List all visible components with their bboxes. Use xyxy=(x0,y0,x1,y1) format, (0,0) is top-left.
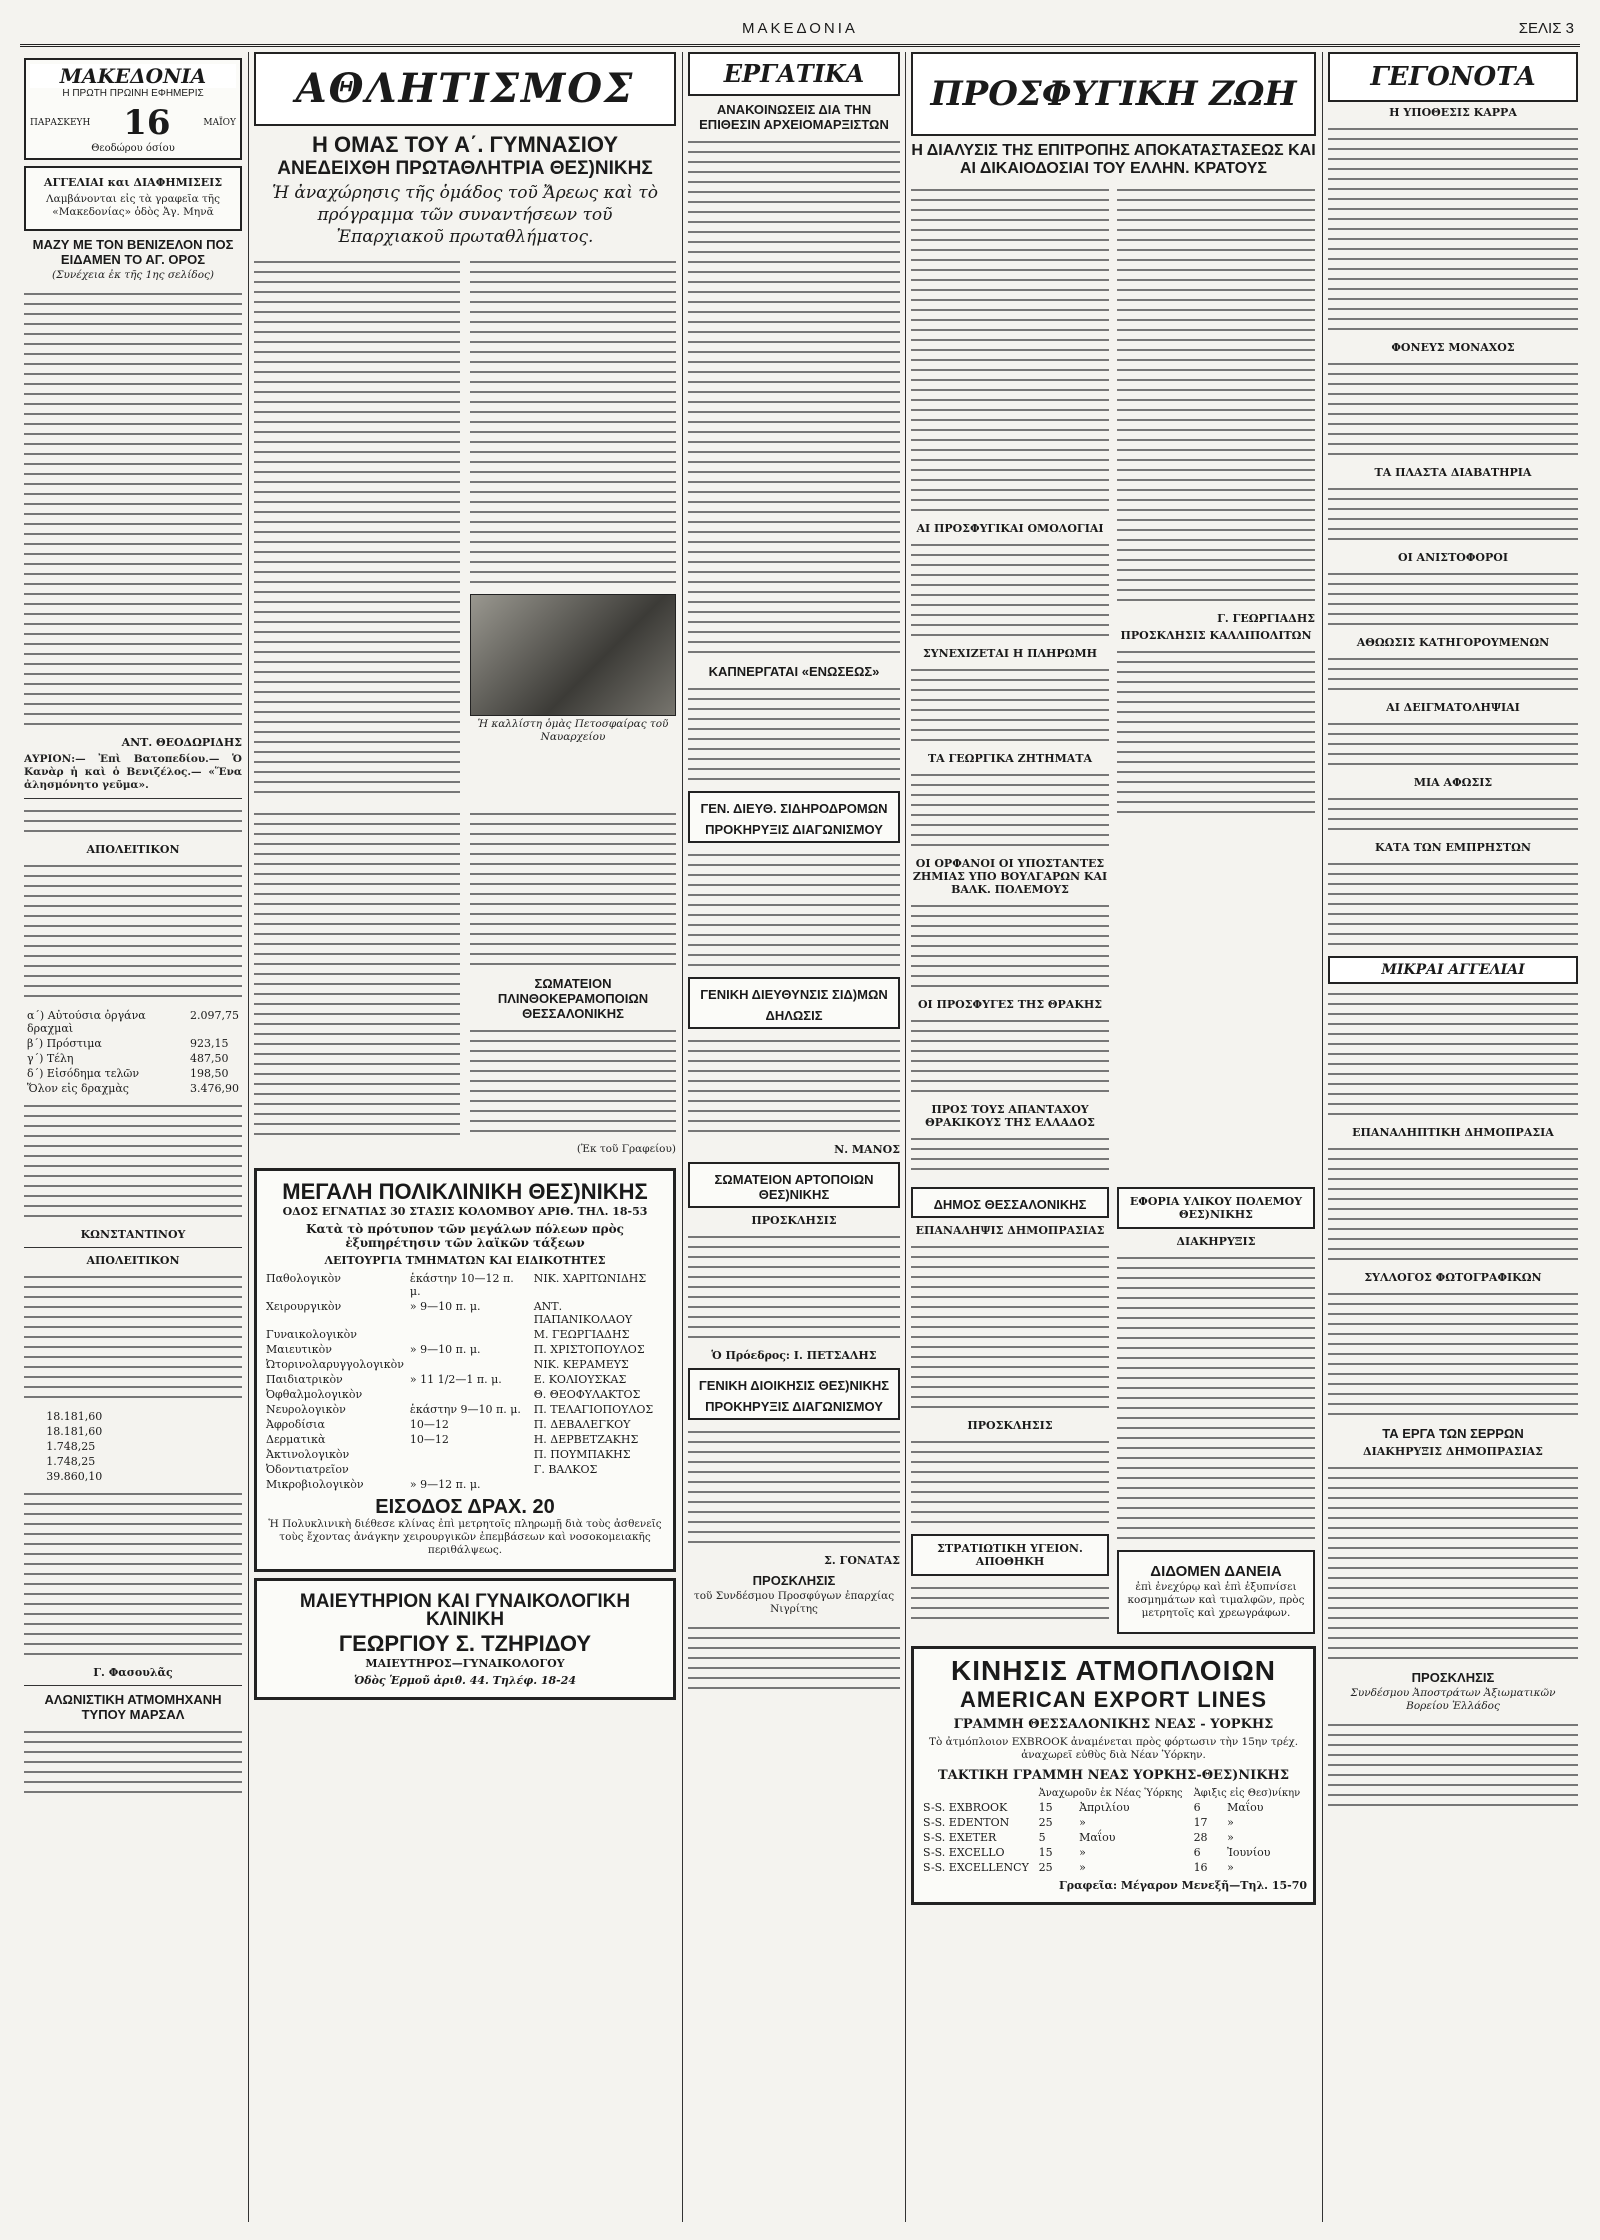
clinic-cell: Παιδιατρικὸν xyxy=(266,1373,343,1386)
apologismos-2-cell xyxy=(24,1439,43,1454)
railway-tender: ΠΡΟΚΗΡΥΞΙΣ ΔΙΑΓΩΝΙΣΜΟΥ xyxy=(705,822,883,837)
sports-body-left xyxy=(254,256,460,796)
clinic-row xyxy=(263,1299,667,1327)
tomorrow-teaser: ΑΥΡΙΟΝ:— Ἐπὶ Βατοπεδίου.— Ὁ Κανὰρ ἡ καὶ ὁ Βενιζέλος.— «Ἕνα ἀλησμόνητο γεῦμα». xyxy=(24,753,242,791)
military-body xyxy=(911,1582,1109,1622)
date-number: 16 xyxy=(123,103,171,143)
clinic-cell: ἑκάστην 9—10 π. μ. xyxy=(409,1403,521,1416)
steamship-headline: ΚΙΝΗΣΙΣ ΑΤΜΟΠΛΟΙΩΝ xyxy=(950,1655,1277,1686)
masthead-title: ΜΑΚΕΔΟΝΙΑ xyxy=(742,20,858,37)
synexisis-body xyxy=(911,664,1109,744)
clinic-cell: Ὀδοντιατρεῖον xyxy=(266,1463,349,1476)
ship-cell: » xyxy=(1227,1861,1234,1874)
clinic-cell: Ἀκτινολογικὸν xyxy=(266,1448,350,1461)
admin-signature: Σ. ΓΟΝΑΤΑΣ xyxy=(824,1554,900,1567)
apologismos-2-cell xyxy=(24,1454,43,1469)
clinic-cell: Ἀφροδίσια xyxy=(266,1418,325,1431)
refugee-body-2 xyxy=(1117,184,1315,604)
apologismos-text-2 xyxy=(24,1100,242,1220)
clinic-subtitle: ΛΕΙΤΟΥΡΓΙΑ ΤΜΗΜΑΤΩΝ ΚΑΙ ΕΙΔΙΚΟΤΗΤΕΣ xyxy=(324,1254,606,1267)
apologismos-1-row xyxy=(24,1008,242,1036)
clinic-cell: Ὀφθαλμολογικὸν xyxy=(266,1388,363,1401)
officers-invitation-body xyxy=(1328,1719,1578,1809)
steamship-schedule xyxy=(920,1787,1307,1875)
clinic-cell xyxy=(407,1327,531,1342)
clinic-address: ΟΔΟΣ ΕΓΝΑΤΙΑΣ 30 ΣΤΑΣΙΣ ΚΟΛΟΜΒΟΥ ΑΡΙΘ. ΤΗΛ. 18-53 xyxy=(282,1205,648,1218)
maternity-doctor: ΓΕΩΡΓΙΟΥ Σ. ΤΖΗΡΙΔΟΥ xyxy=(338,1631,592,1656)
officers-invitation: ΠΡΟΣΚΛΗΣΙΣ xyxy=(1411,1670,1495,1685)
acquittal-body xyxy=(1328,653,1578,693)
apologismos-1-row xyxy=(24,1051,242,1066)
refugee-headline: Η ΔΙΑΛΥΣΙΣ ΤΗΣ ΕΠΙΤΡΟΠΗΣ ΑΠΟΚΑΤΑΣΤΑΣΕΩΣ ΚΑΙ ΑΙ ΔΙΚΑΙΟΔΟΣΙΑΙ ΤΟΥ ΕΛΛΗΝ. ΚΡΑΤΟΥΣ xyxy=(911,142,1316,177)
loans-ad xyxy=(1117,1550,1315,1634)
clinic-cell: Μικροβιολογικὸν xyxy=(266,1478,364,1491)
clinic-cell: Νευρολογικὸν xyxy=(266,1403,346,1416)
ship-row xyxy=(920,1830,1307,1845)
efor-headline: ΕΦΟΡΙΑ ΥΛΙΚΟΥ ΠΟΛΕΜΟΥ ΘΕΣ)ΝΙΚΗΣ xyxy=(1129,1195,1303,1221)
sports-subhead: Ἡ ἀναχώρησις τῆς ὁμάδος τοῦ Ἄρεως καὶ τὸ πρόγραμμα τῶν συναντήσεων τοῦ Ἐπαρχιακοῦ πρωταθλήματος. xyxy=(272,183,658,247)
thracians-headline: ΠΡΟΣ ΤΟΥΣ ΑΠΑΝΤΑΧΟΥ ΘΡΑΚΙΚΟΥΣ ΤΗΣ ΕΛΛΑΔΟΣ xyxy=(925,1103,1095,1129)
serres-auction: ΔΙΑΚΗΡΥΞΙΣ ΔΗΜΟΠΡΑΣΙΑΣ xyxy=(1363,1445,1543,1458)
apologismos-2-cell: 18.181,60 xyxy=(46,1410,103,1423)
page-number: ΣΕΛΙΣ 3 xyxy=(1518,20,1574,37)
ship-cell: 15 xyxy=(1038,1801,1053,1814)
ship-cell: S-S. EDENTON xyxy=(923,1816,1010,1829)
apologismos-2-row xyxy=(24,1424,242,1439)
clinic-cell: Θ. ΘΕΟΦΥΛΑΚΤΟΣ xyxy=(533,1388,641,1401)
clinic-cell: Η. ΔΕΡΒΕΤΖΑΚΗΣ xyxy=(533,1433,639,1446)
fixtures-left xyxy=(254,808,460,1138)
apologismos-1-cell: 2.097,75 xyxy=(190,1009,239,1022)
orfanoi-headline: ΟΙ ΟΡΦΑΝΟΙ ΟΙ ΥΠΟΣΤΑΝΤΕΣ ΖΗΜΙΑΣ ΥΠΟ ΒΟΥΛΓΑΡΩΝ ΚΑΙ ΒΑΛΚ. ΠΟΛΕΜΟΥΣ xyxy=(912,857,1108,896)
ship-cell: 16 xyxy=(1193,1861,1208,1874)
clinic-row xyxy=(263,1432,667,1447)
alonistiki-headline: ΑΛΩΝΙΣΤΙΚΗ ΑΤΜΟΜΗΧΑΝΗ ΤΥΠΟΥ ΜΑΡΣΑΛ xyxy=(44,1692,222,1722)
clinic-cell: 10—12 xyxy=(409,1433,449,1446)
georgika-body xyxy=(911,769,1109,849)
clinic-cell xyxy=(531,1477,667,1492)
day-label: ΠΑΡΑΣΚΕΥΗ xyxy=(30,118,91,128)
clinic-cell: ΑΝΤ. ΠΑΠΑΝΙΚΟΛΑΟΥ xyxy=(533,1300,633,1326)
railway-dept-2: ΓΕΝΙΚΗ ΔΙΕΥΘΥΝΣΙΣ ΣΙΔ)ΜΩΝ xyxy=(700,987,888,1002)
refugee-life-banner: ΠΡΟΣΦΥΓΙΚΗ ΖΩΗ xyxy=(911,52,1316,136)
ship-cell: » xyxy=(1079,1861,1086,1874)
clinic-cell: Γ. ΒΑΛΚΟΣ xyxy=(533,1463,598,1476)
team-photo xyxy=(470,594,676,716)
ship-row xyxy=(920,1860,1307,1875)
signature-3: Γ. Φασουλᾶς xyxy=(93,1666,173,1679)
serres-headline: ΤΑ ΕΡΓΑ ΤΩΝ ΣΕΡΡΩΝ xyxy=(1382,1426,1524,1441)
georgika-headline: ΤΑ ΓΕΩΡΓΙΚΑ ΖΗΤΗΜΑΤΑ xyxy=(927,752,1093,765)
military-headline: ΣΤΡΑΤΙΩΤΙΚΗ ΥΓΕΙΟΝ. ΑΠΟΘΗΚΗ xyxy=(937,1542,1083,1568)
clinic-cell xyxy=(407,1387,531,1402)
ship-row xyxy=(920,1800,1307,1815)
steamship-text: Τὸ ἀτμόπλοιον EXBROOK ἀναμένεται πρὸς φόρτωσιν τὴν 15ην τρέχ. ἀναχωρεῖ εὐθὺς διὰ Νέαν Ὑόρκην. xyxy=(928,1736,1299,1761)
karra-headline: Η ΥΠΟΘΕΣΙΣ ΚΑΡΡΑ xyxy=(1389,106,1517,119)
refugee-invitation-body xyxy=(688,1622,900,1692)
apologismos-heading-1: ΑΠΟΛΕΙΤΙΚΟΝ xyxy=(86,843,180,856)
ship-cell: 6 xyxy=(1193,1846,1201,1859)
apologismos-1-cell: α΄) Αὐτούσια ὀργάνα δραχμαὶ xyxy=(27,1009,146,1035)
ship-cell: 15 xyxy=(1038,1846,1053,1859)
admin-tender: ΠΡΟΚΗΡΥΞΙΣ ΔΙΑΓΩΝΙΣΜΟΥ xyxy=(705,1399,883,1414)
author-signature: ΑΝΤ. ΘΕΟΔΩΡΙΔΗΣ xyxy=(121,736,242,749)
month-label: ΜΑΪΟΥ xyxy=(203,118,236,128)
apologismos-2-row xyxy=(24,1409,242,1424)
kapnergates-body xyxy=(688,683,900,783)
apologismos-1-row xyxy=(24,1066,242,1081)
apologismos-1-cell: 487,50 xyxy=(190,1052,229,1065)
ship-cell: Ἰουνίου xyxy=(1227,1846,1271,1859)
clinic-cell xyxy=(407,1447,531,1462)
ship-cell: S-S. EXBROOK xyxy=(923,1801,1008,1814)
ship-cell: S-S. EXCELLO xyxy=(923,1846,1005,1859)
clinic-cell xyxy=(407,1462,531,1477)
clinic-row xyxy=(263,1327,667,1342)
apologismos-2-cell xyxy=(24,1424,43,1439)
clinic-cell: » 11 1/2—1 π. μ. xyxy=(409,1373,502,1386)
efor-body xyxy=(1117,1252,1315,1542)
clinic-cell: » 9—10 π. μ. xyxy=(409,1300,481,1313)
clinic-cell: ΝΙΚ. ΚΕΡΑΜΕΥΣ xyxy=(533,1358,629,1371)
labor-body xyxy=(688,136,900,656)
orfanoi-body xyxy=(911,900,1109,990)
sports-headline-2: ΑΝΕΔΕΙΧΘΗ ΠΡΩΤΑΘΛΗΤΡΙΑ ΘΕΣ)ΝΙΚΗΣ xyxy=(277,158,653,179)
clinic-cell: » 9—10 π. μ. xyxy=(409,1343,481,1356)
continuation-note: (Συνέχεια ἐκ τῆς 1ης σελίδος) xyxy=(51,269,215,281)
ship-cell: » xyxy=(1227,1816,1234,1829)
passports-body xyxy=(1328,483,1578,543)
venizelos-headline: ΜΑΖΥ ΜΕ ΤΟΝ ΒΕΝΙΖΕΛΟΝ ΠΟΣ ΕΙΔΑΜΕΝ ΤΟ ΑΓ. ΟΡΟΣ xyxy=(32,237,234,267)
ads-notice-title: ΑΓΓΕΛΙΑΙ και ΔΙΑΦΗΜΙΣΕΙΣ xyxy=(43,176,223,189)
apologismos-heading-2: ΑΠΟΛΕΙΤΙΚΟΝ xyxy=(86,1254,180,1267)
synexisis-headline: ΣΥΝΕΧΙΖΕΤΑΙ Η ΠΛΗΡΩΜΗ xyxy=(922,647,1098,660)
karra-body xyxy=(1328,123,1578,333)
arsonists-headline: ΚΑΤΑ ΤΩΝ ΕΜΠΡΗΣΤΩΝ xyxy=(1375,841,1531,854)
clinic-cell: Μ. ΓΕΩΡΓΙΑΔΗΣ xyxy=(533,1328,630,1341)
clinic-cell: Π. ΧΡΙΣΤΟΠΟΥΛΟΣ xyxy=(533,1343,645,1356)
invitation-3: ΠΡΟΣΚΛΗΣΙΣ xyxy=(967,1419,1053,1432)
aristoforoi-headline: ΟΙ ΑΝΙΣΤΟΦΟΡΟΙ xyxy=(1398,551,1508,564)
efor-box xyxy=(1117,1187,1315,1229)
clinic-cell: » 9—12 π. μ. xyxy=(409,1478,481,1491)
apologismos-text-4 xyxy=(24,1488,242,1658)
kallipolis-body xyxy=(1117,646,1315,816)
ads-notice xyxy=(24,166,242,231)
arsonists-body xyxy=(1328,858,1578,948)
apologismos-2-cell: 1.748,25 xyxy=(46,1440,96,1453)
labor-headline: ΑΝΑΚΟΙΝΩΣΕΙΣ ΔΙΑ ΤΗΝ ΕΠΙΘΕΣΙΝ ΑΡΧΕΙΟΜΑΡΞΙΣΤΩΝ xyxy=(699,102,889,132)
apologismos-2-cell xyxy=(24,1409,43,1424)
ship-cell: 25 xyxy=(1038,1861,1053,1874)
signature-2: ΚΩΝΣΤΑΝΤΙΝΟΥ xyxy=(80,1228,186,1241)
railway-tender-box xyxy=(688,791,900,843)
monk-headline: ΦΟΝΕΥΣ ΜΟΝΑΧΟΣ xyxy=(1391,341,1515,354)
labor-banner: ΕΡΓΑΤΙΚΑ xyxy=(688,52,900,96)
disappearance-body xyxy=(1328,793,1578,833)
ship-cell: Μαΐου xyxy=(1227,1801,1264,1814)
refugee-invitation: ΠΡΟΣΚΛΗΣΙΣ xyxy=(752,1573,836,1588)
ship-cell: 17 xyxy=(1193,1816,1208,1829)
polyclinic-ad xyxy=(254,1168,676,1572)
omologiai-body xyxy=(911,539,1109,639)
efor-declaration: ΔΙΑΚΗΡΥΞΙΣ xyxy=(1176,1235,1256,1248)
maternity-ad xyxy=(254,1578,676,1700)
apologismos-1-cell: δ΄) Εἰσόδημα τελῶν xyxy=(27,1067,140,1080)
masthead-logo-box xyxy=(24,58,242,160)
railway-notice-box xyxy=(688,977,900,1029)
loans-text: ἐπὶ ἐνεχύρῳ καὶ ἐπὶ ἐξυπνίσει κοσμημάτων καὶ τιμαλφῶν, πρὸς μετρητοῖς καὶ χρεωγράφων. xyxy=(1127,1581,1305,1619)
article-body xyxy=(24,288,242,728)
loans-headline: ΔΙΔΟΜΕΝ ΔΑΝΕΙΑ xyxy=(1150,1563,1282,1580)
depart-header: Ἀναχωροῦν ἐκ Νέας Ὑόρκης xyxy=(1038,1788,1183,1799)
apologismos-table-1 xyxy=(24,1008,242,1096)
masthead xyxy=(20,18,1580,47)
clinic-title: ΜΕΓΑΛΗ ΠΟΛΙΚΛΙΝΙΚΗ ΘΕΣ)ΝΙΚΗΣ xyxy=(282,1179,648,1204)
classified-banner: ΜΙΚΡΑΙ ΑΓΓΕΛΙΑΙ xyxy=(1328,956,1578,984)
maternity-title: ΜΑΙΕΥΤΗΡΙΟΝ ΚΑΙ ΓΥΝΑΙΚΟΛΟΓΙΚΗ ΚΛΙΝΙΚΗ xyxy=(299,1591,631,1630)
passports-headline: ΤΑ ΠΛΑΣΤΑ ΔΙΑΒΑΤΗΡΙΑ xyxy=(1374,466,1532,479)
steamship-route: ΓΡΑΜΜΗ ΘΕΣΣΑΛΟΝΙΚΗΣ ΝΕΑΣ - ΥΟΡΚΗΣ xyxy=(953,1717,1274,1732)
clinic-row xyxy=(263,1271,667,1299)
clinic-entry-fee: ΕΙΣΟΔΟΣ ΔΡΑΧ. 20 xyxy=(375,1496,555,1518)
railway-tender-body xyxy=(688,849,900,969)
ship-row xyxy=(920,1845,1307,1860)
refugee-body-1 xyxy=(911,184,1109,514)
column-2 xyxy=(254,52,676,2222)
clinic-cell: ἑκάστην 10—12 π. μ. xyxy=(409,1272,514,1298)
events-banner: ΓΕΓΟΝΟΤΑ xyxy=(1328,52,1578,102)
zomateio-body xyxy=(470,1025,676,1135)
municipality-box xyxy=(911,1187,1109,1218)
ship-cell: Ἀπριλίου xyxy=(1079,1801,1130,1814)
military-box xyxy=(911,1534,1109,1576)
officers-invitation-sub: Συνδέσμου Ἀποστράτων Ἀξιωματικῶν Βορείου Ἑλλάδος xyxy=(1350,1687,1556,1712)
omologiai-headline: ΑΙ ΠΡΟΣΦΥΓΙΚΑΙ ΟΜΟΛΟΓΙΑΙ xyxy=(916,522,1104,535)
sports-body-right xyxy=(470,256,676,586)
serres-body xyxy=(1328,1462,1578,1662)
apologismos-2-cell: 18.181,60 xyxy=(46,1425,103,1438)
samples-headline: ΑΙ ΔΕΙΓΜΑΤΟΛΗΨΙΑΙ xyxy=(1386,701,1520,714)
notice-body xyxy=(24,805,242,835)
railway-notice: ΔΗΛΩΣΙΣ xyxy=(765,1008,823,1023)
ship-cell: 28 xyxy=(1193,1831,1208,1844)
apologismos-1-cell: β΄) Πρόστιμα xyxy=(27,1037,102,1050)
bakers-headline: ΣΩΜΑΤΕΙΟΝ ΑΡΤΟΠΟΙΩΝ ΘΕΣ)ΝΙΚΗΣ xyxy=(714,1172,874,1202)
auction-repeat: ΕΠΑΝΑΛΗΨΙΣ ΔΗΜΟΠΡΑΣΙΑΣ xyxy=(915,1224,1105,1237)
photo-club-headline: ΣΥΛΛΟΓΟΣ ΦΩΤΟΓΡΑΦΙΚΩΝ xyxy=(1364,1271,1542,1284)
column-5 xyxy=(1328,52,1578,2222)
clinic-cell: Π. ΤΕΛΑΓΙΟΠΟΥΛΟΣ xyxy=(533,1403,654,1416)
kapnergates-headline: ΚΑΠΝΕΡΓΑΤΑΙ «ΕΝΩΣΕΩΣ» xyxy=(708,664,880,679)
samples-body xyxy=(1328,718,1578,768)
municipality-headline: ΔΗΜΟΣ ΘΕΣΣΑΛΟΝΙΚΗΣ xyxy=(933,1197,1087,1212)
ship-cell: S-S. EXCELLENCY xyxy=(923,1861,1029,1874)
clinic-cell: Γυναικολογικὸν xyxy=(266,1328,357,1341)
ship-cell: » xyxy=(1079,1816,1086,1829)
apologismos-2-cell: 39.860,10 xyxy=(46,1470,103,1483)
steamship-line: AMERICAN EXPORT LINES xyxy=(959,1687,1268,1712)
sports-headline-1: Η ΟΜΑΣ ΤΟΥ Α΄. ΓΥΜΝΑΣΙΟΥ xyxy=(311,132,619,157)
clinic-cell: Π. ΔΕΒΑΛΕΓΚΟΥ xyxy=(533,1418,631,1431)
fixtures-right xyxy=(470,808,676,968)
clinic-cell: Δερματικὰ xyxy=(266,1433,326,1446)
logo: ΜΑΚΕΔΟΝΙΑ xyxy=(30,64,236,88)
column-4 xyxy=(911,52,1316,2222)
ship-cell: » xyxy=(1079,1846,1086,1859)
thrace-body xyxy=(911,1015,1109,1095)
apologismos-1-row xyxy=(24,1036,242,1051)
source-note: (Ἐκ τοῦ Γραφείου) xyxy=(576,1143,676,1155)
arrive-header: Ἀφιξις εἰς Θεσ)νίκην xyxy=(1193,1788,1301,1799)
clinic-row xyxy=(263,1447,667,1462)
ads-notice-text: Λαμβάνονται εἰς τὰ γραφεῖα τῆς «Μακεδονίας» ὁδὸς Ἀγ. Μηνᾶ xyxy=(46,193,220,218)
invitation-3-body xyxy=(911,1436,1109,1526)
admin-tender-box xyxy=(688,1368,900,1420)
column-3 xyxy=(688,52,900,2222)
ship-cell: » xyxy=(1227,1831,1234,1844)
clinic-cell: Μαιευτικὸν xyxy=(266,1343,332,1356)
bakers-invitation: ΠΡΟΣΚΛΗΣΙΣ xyxy=(751,1214,837,1227)
clinic-row xyxy=(263,1387,667,1402)
clinic-cell: 10—12 xyxy=(409,1418,449,1431)
photo-club-body xyxy=(1328,1288,1578,1418)
thracians-body xyxy=(911,1133,1109,1173)
apologismos-2-cell xyxy=(24,1469,43,1484)
notice-signature: Ν. ΜΑΝΟΣ xyxy=(834,1143,900,1156)
aristoforoi-body xyxy=(1328,568,1578,628)
clinic-note: Ἡ Πολυκλινικὴ διέθεσε κλίνας ἐπὶ μετρητοῖς πληρωμῇ διὰ τοὺς ἀσθενεῖς τοὺς ἔχοντας ἀνάγκην χειρουργικῶν ἐπεμβάσεων καὶ νοσοκομειακῆς περιθάλψεως. xyxy=(268,1518,662,1556)
admin-headline: ΓΕΝΙΚΗ ΔΙΟΙΚΗΣΙΣ ΘΕΣ)ΝΙΚΗΣ xyxy=(698,1378,890,1393)
apologismos-2-row xyxy=(24,1454,242,1469)
steamship-schedule-title: ΤΑΚΤΙΚΗ ΓΡΑΜΜΗ ΝΕΑΣ ΥΟΡΚΗΣ-ΘΕΣ)ΝΙΚΗΣ xyxy=(937,1768,1290,1783)
ship-cell: 5 xyxy=(1038,1831,1046,1844)
acquittal-headline: ΑΘΩΩΣΙΣ ΚΑΤΗΓΟΡΟΥΜΕΝΩΝ xyxy=(1356,636,1550,649)
ship-cell: Μαΐου xyxy=(1079,1831,1116,1844)
apologismos-2-row xyxy=(24,1469,242,1484)
thrace-headline: ΟΙ ΠΡΟΣΦΥΓΕΣ ΤΗΣ ΘΡΑΚΗΣ xyxy=(917,998,1103,1011)
bakers-signature: Ὁ Πρόεδρος: Ι. ΠΕΤΣΑΛΗΣ xyxy=(711,1349,877,1362)
apologismos-text-3 xyxy=(24,1271,242,1401)
signature-georgiadis: Γ. ΓΕΩΡΓΙΑΔΗΣ xyxy=(1217,612,1315,625)
clinic-slogan: Κατὰ τὸ πρότυπον τῶν μεγάλων πόλεων πρὸς ἐξυπηρέτησιν τῶν λαϊκῶν τάξεων xyxy=(306,1222,624,1250)
steamship-agent: Γραφεῖα: Μέγαρον Μενεξῆ—Τηλ. 15-70 xyxy=(1058,1879,1307,1892)
monk-body xyxy=(1328,358,1578,458)
classified-body xyxy=(1328,988,1578,1118)
maternity-specialty: ΜΑΙΕΥΤΗΡΟΣ—ΓΥΝΑΙΚΟΛΟΓΟΥ xyxy=(365,1657,565,1670)
clinic-row xyxy=(263,1477,667,1492)
zomateio-headline: ΣΩΜΑΤΕΙΟΝ ΠΛΙΝΘΟΚΕΡΑΜΟΠΟΙΩΝ ΘΕΣΣΑΛΟΝΙΚΗΣ xyxy=(497,976,649,1021)
apologismos-1-row xyxy=(24,1081,242,1096)
apologismos-2-row xyxy=(24,1439,242,1454)
apologismos-1-cell: γ΄) Τέλη xyxy=(27,1052,74,1065)
steamship-ad xyxy=(911,1646,1316,1905)
auction-body xyxy=(911,1241,1109,1411)
refugee-invitation-sub: τοῦ Συνδέσμου Προσφύγων ἐπαρχίας Νιγρίτης xyxy=(693,1590,895,1615)
logo-subtitle: Η ΠΡΩΤΗ ΠΡΩΙΝΗ ΕΦΗΜΕΡΙΣ xyxy=(62,88,204,99)
clinic-row xyxy=(263,1462,667,1477)
clinic-row xyxy=(263,1372,667,1387)
clinic-cell xyxy=(407,1357,531,1372)
apologismos-table-2 xyxy=(24,1409,242,1484)
railway-notice-body xyxy=(688,1035,900,1135)
bakers-body xyxy=(688,1231,900,1341)
apologismos-text xyxy=(24,860,242,1000)
clinic-schedule xyxy=(263,1271,667,1492)
apologismos-1-cell: 198,50 xyxy=(190,1067,229,1080)
sports-banner: ΑΘΛΗΤΙΣΜΟΣ xyxy=(254,52,676,126)
photo-caption: Ἡ καλλίστη ὁμὰς Πετοσφαίρας τοῦ Ναυαρχείου xyxy=(477,718,669,743)
clinic-row xyxy=(263,1357,667,1372)
clinic-cell: Παθολογικὸν xyxy=(266,1272,341,1285)
repeat-auction-body xyxy=(1328,1143,1578,1263)
clinic-row xyxy=(263,1402,667,1417)
ship-cell: 6 xyxy=(1193,1801,1201,1814)
apologismos-1-cell: Ὅλον εἰς δραχμὰς xyxy=(27,1082,129,1095)
clinic-cell: Ὠτορινολαρυγγολογικὸν xyxy=(266,1358,404,1371)
clinic-cell: ΝΙΚ. ΧΑΡΙΤΩΝΙΔΗΣ xyxy=(533,1272,647,1285)
alonistiki-body xyxy=(24,1726,242,1796)
ship-cell: S-S. EXETER xyxy=(923,1831,997,1844)
ship-cell: 25 xyxy=(1038,1816,1053,1829)
disappearance-headline: ΜΙΑ ΑΦΩΣΙΣ xyxy=(1413,776,1493,789)
clinic-row xyxy=(263,1417,667,1432)
ship-row xyxy=(920,1815,1307,1830)
kallipolis-invitation: ΠΡΟΣΚΛΗΣΙΣ ΚΑΛΛΙΠΟΛΙΤΩΝ xyxy=(1120,629,1312,642)
bakers-box xyxy=(688,1162,900,1208)
clinic-cell: Ε. ΚΟΛΙΟΥΣΚΑΣ xyxy=(533,1373,627,1386)
admin-tender-body xyxy=(688,1426,900,1546)
saint-name: Θεοδώρου όσίου xyxy=(91,143,175,154)
railway-dept: ΓΕΝ. ΔΙΕΥΘ. ΣΙΔΗΡΟΔΡΟΜΩΝ xyxy=(700,801,888,816)
clinic-cell: Χειρουργικὸν xyxy=(266,1300,342,1313)
clinic-cell: Π. ΠΟΥΜΠΑΚΗΣ xyxy=(533,1448,631,1461)
apologismos-2-cell: 1.748,25 xyxy=(46,1455,96,1468)
apologismos-1-cell: 923,15 xyxy=(190,1037,229,1050)
clinic-row xyxy=(263,1342,667,1357)
apologismos-1-cell: 3.476,90 xyxy=(190,1082,239,1095)
repeat-auction-headline: ΕΠΑΝΑΛΗΠΤΙΚΗ ΔΗΜΟΠΡΑΣΙΑ xyxy=(1352,1126,1554,1139)
maternity-address: Ὁδὸς Ἑρμοῦ ἀριθ. 44. Τηλέφ. 18-24 xyxy=(353,1674,577,1687)
column-1 xyxy=(24,52,242,2222)
